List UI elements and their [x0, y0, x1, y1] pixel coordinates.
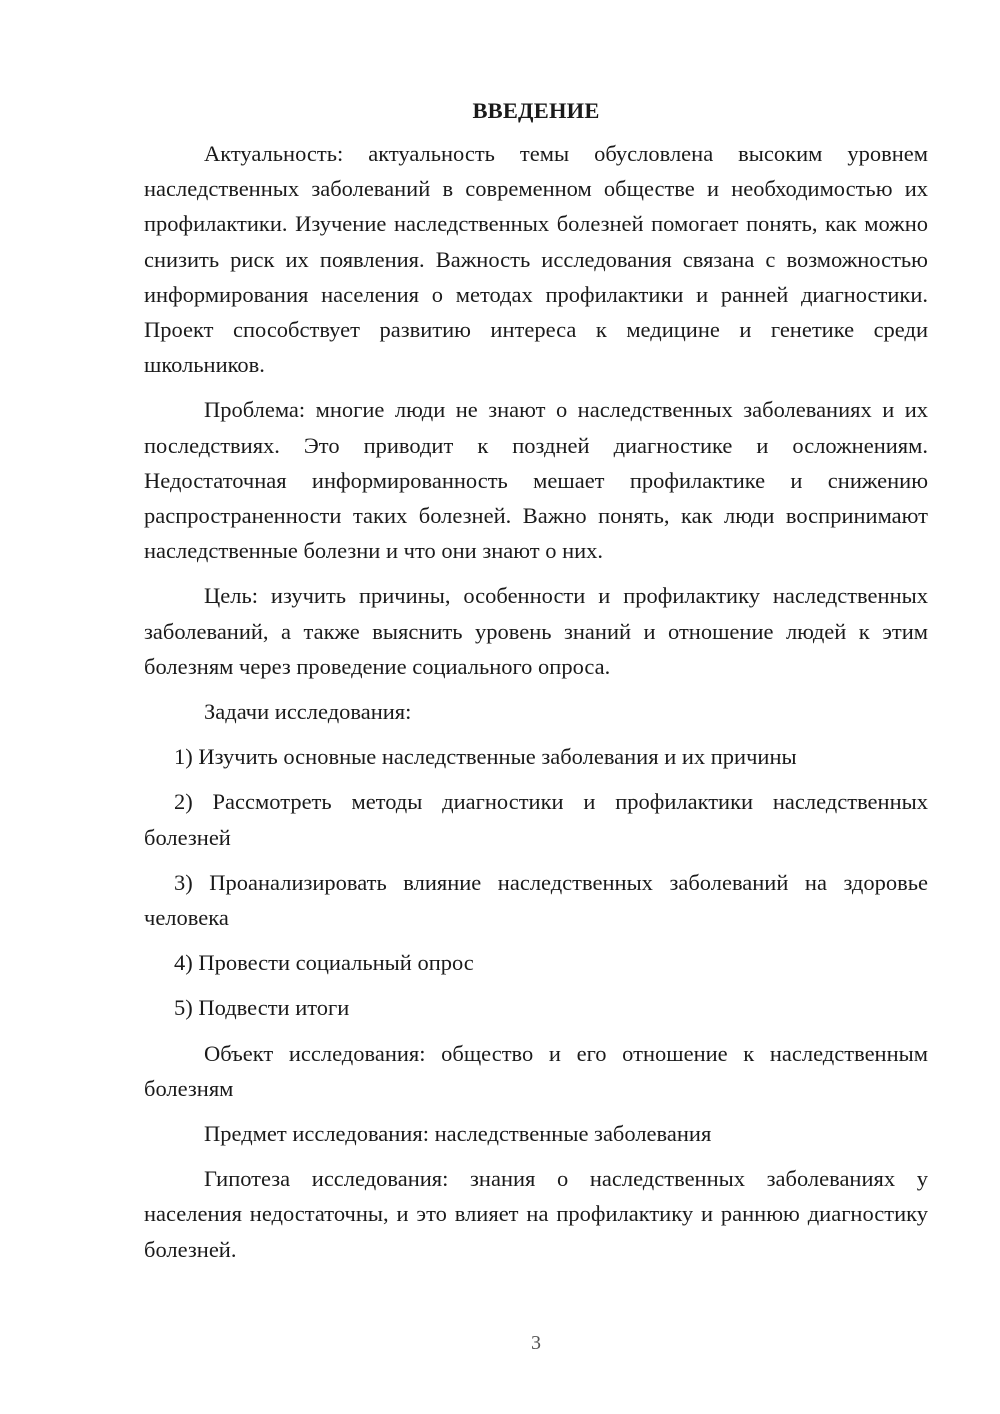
task-item-2: 2) Рассмотреть методы диагностики и профилактики наследственных болезней — [144, 789, 928, 850]
task-item-4: 4) Провести социальный опрос — [174, 950, 474, 976]
subject-paragraph: Предмет исследования: наследственные заболевания — [204, 1121, 712, 1147]
relevance-paragraph: Актуальность: актуальность темы обусловлена высоким уровнем наследственных заболеваний в современном обществе и необходимостью их профилактики. Изучение наследственных болезней помогает понять, как можно снизить риск их появления. Важность исследования связана с возможностью информирования населения о методах профилактики и ранней диагностики. Проект способствует развитию интереса к медицине и генетике среди школьников. — [144, 141, 928, 378]
page-number: 3 — [531, 1332, 541, 1354]
task-item-1: 1) Изучить основные наследственные заболевания и их причины — [174, 744, 797, 770]
section-title: ВВЕДЕНИЕ — [472, 98, 600, 123]
task-item-3: 3) Проанализировать влияние наследственных заболеваний на здоровье человека — [144, 869, 928, 931]
tasks-heading: Задачи исследования: — [204, 699, 412, 725]
problem-paragraph: Проблема: многие люди не знают о наследственных заболеваниях и их последствиях. Это приводит к поздней диагностике и осложнениям. Недостаточная информированность мешает профилактике и снижению распространенности таких болезней. Важно понять, как люди воспринимают наследственные болезни и что они знают о них. — [144, 397, 928, 564]
object-paragraph: Объект исследования: общество и его отношение к наследственным болезням — [144, 1040, 928, 1101]
hypothesis-paragraph: Гипотеза исследования: знания о наследственных заболеваниях у населения недостаточны, и это влияет на профилактику и раннюю диагностику болезней. — [144, 1166, 928, 1262]
goal-paragraph: Цель: изучить причины, особенности и профилактику наследственных заболеваний, а также выяснить уровень знаний и отношение людей к этим болезням через проведение социального опроса. — [144, 583, 928, 679]
document-body — [144, 96, 928, 1277]
task-item-5: 5) Подвести итоги — [174, 995, 350, 1021]
